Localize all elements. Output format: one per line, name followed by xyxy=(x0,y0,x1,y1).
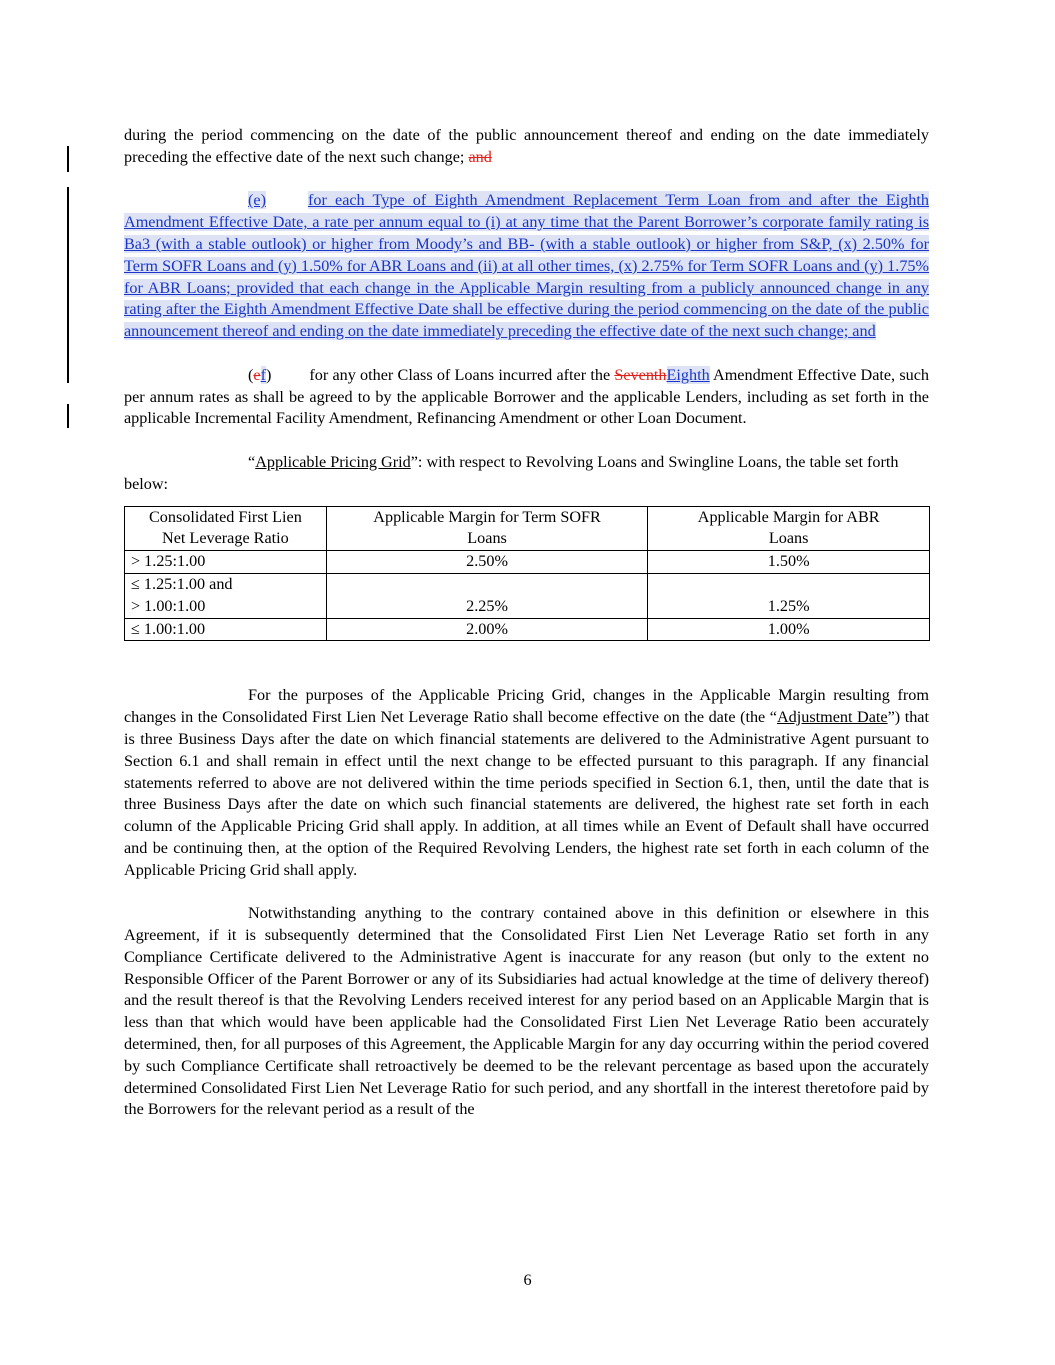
inserted-letter: f xyxy=(260,365,266,384)
paragraph-continuation: during the period commencing on the date of the public announcement thereof and ending on the date immediately preceding the effective date of the next such change; and xyxy=(124,126,929,166)
table-header-cell: Consolidated First Lien Net Leverage Ratio xyxy=(125,506,327,551)
page-number: 6 xyxy=(523,1271,532,1289)
document-page xyxy=(124,125,929,1121)
change-bar xyxy=(67,404,69,428)
table-cell: ≤ 1.00:1.00 xyxy=(125,618,327,641)
table-cell: 1.50% xyxy=(648,551,930,574)
defined-term: Applicable Pricing Grid xyxy=(255,452,411,471)
change-bar xyxy=(67,146,69,172)
inserted-word: Eighth xyxy=(666,365,710,384)
table-cell: 2.50% xyxy=(326,551,648,574)
paragraph-adjustment-date: For the purposes of the Applicable Pricing Grid, changes in the Applicable Margin resulting from changes in the Consolidated First Lien Net Leverage Ratio shall become effective on the date (the “Adjustment Date”) that is three Business Days after the date on which financial statements are delivered to the Administrative Agent pursuant to Section 6.1 and shall remain in effect until the next change to be effected pursuant to this paragraph. If any financial statements referred to above are not delivered within the time periods specified in Section 6.1, then, until the date that is three Business Days after the date on which such financial statements are delivered, the highest rate set forth in each column of the Applicable Pricing Grid shall apply. In addition, at all times while an Event of Default shall have occurred and be continuing then, at the option of the Required Revolving Lenders, the highest rate set forth in each column of the Applicable Pricing Grid shall apply. xyxy=(124,686,929,879)
table-row xyxy=(125,551,930,574)
table-cell: 1.00% xyxy=(648,618,930,641)
table-header-row xyxy=(125,506,930,551)
table-cell: 2.25% xyxy=(326,573,648,618)
paragraph-f: (ef) for any other Class of Loans incurred after the SeventhEighth Amendment Effective Date, such per annum rates as shall be agreed to by the applicable Borrower and the applicable Lenders, including as set forth in the applicable Incremental Facility Amendment, Refinancing Amendment or other Loan Document. xyxy=(124,365,930,428)
table-row xyxy=(125,573,930,618)
paragraph-notwithstanding: Notwithstanding anything to the contrary contained above in this definition or elsewhere in this Agreement, if it is subsequently determined that the Consolidated First Lien Net Leverage Ratio set forth in any Compliance Certificate delivered to the Administrative Agent is inaccurate for any reason (but only to the extent no Responsible Officer of the Parent Borrower or any of its Subsidiaries had actual knowledge at the time of delivery thereof) and the result thereof is that the Revolving Lenders received interest for any period based on an Applicable Margin that is less than that which would have been applicable had the Consolidated First Lien Net Leverage Ratio been accurately determined, then, for all purposes of this Agreement, the Applicable Margin for any day occurring within the period covered by such Compliance Certificate shall retroactively be deemed to be the relevant percentage as based upon the accurately determined Consolidated First Lien Net Leverage Ratio for such period, and any shortfall in the interest theretofore paid by the Borrowers for the relevant period as a result of the xyxy=(124,904,929,1119)
table-cell: 1.25% xyxy=(648,573,930,618)
inserted-clause-text: for each Type of Eighth Amendment Replacement Term Loan from and after the Eighth Amendment Effective Date, a rate per annum equal to (i) at any time that the Parent Borrower’s corporate family rating is Ba3 (with a stable outlook) or higher from Moody’s and BB- (with a stable outlook) or higher from S&P, (x) 2.50% for Term SOFR Loans and (y) 1.50% for ABR Loans and (ii) at all other times, (x) 2.75% for Term SOFR Loans and (y) 1.75% for ABR Loans; provided that each change in the Applicable Margin resulting from a publicly announced change in any rating after the Eighth Amendment Effective Date shall be effective during the period commencing on the date of the public announcement thereof and ending on the date immediately preceding the effective date of the next such change; and xyxy=(124,191,929,341)
table-cell: > 1.25:1.00 xyxy=(125,551,327,574)
table-header-cell: Applicable Margin for Term SOFR Loans xyxy=(326,506,648,551)
inserted-clause-label: (e) xyxy=(248,191,266,210)
change-bar xyxy=(67,187,69,383)
deleted-word: Seventh xyxy=(614,365,667,384)
table-cell: ≤ 1.25:1.00 and > 1.00:1.00 xyxy=(125,573,327,618)
pricing-grid-table xyxy=(124,506,930,642)
table-header-cell: Applicable Margin for ABR Loans xyxy=(648,506,930,551)
paragraph-e xyxy=(124,190,929,343)
table-row xyxy=(125,618,930,641)
deleted-letter: e xyxy=(253,365,261,384)
paragraph-pricing-grid-definition: “Applicable Pricing Grid”: with respect to Revolving Loans and Swingline Loans, the table set forth below: xyxy=(124,452,899,493)
defined-term: Adjustment Date xyxy=(776,708,888,727)
deleted-text: and xyxy=(468,147,492,166)
table-cell: 2.00% xyxy=(326,618,648,641)
